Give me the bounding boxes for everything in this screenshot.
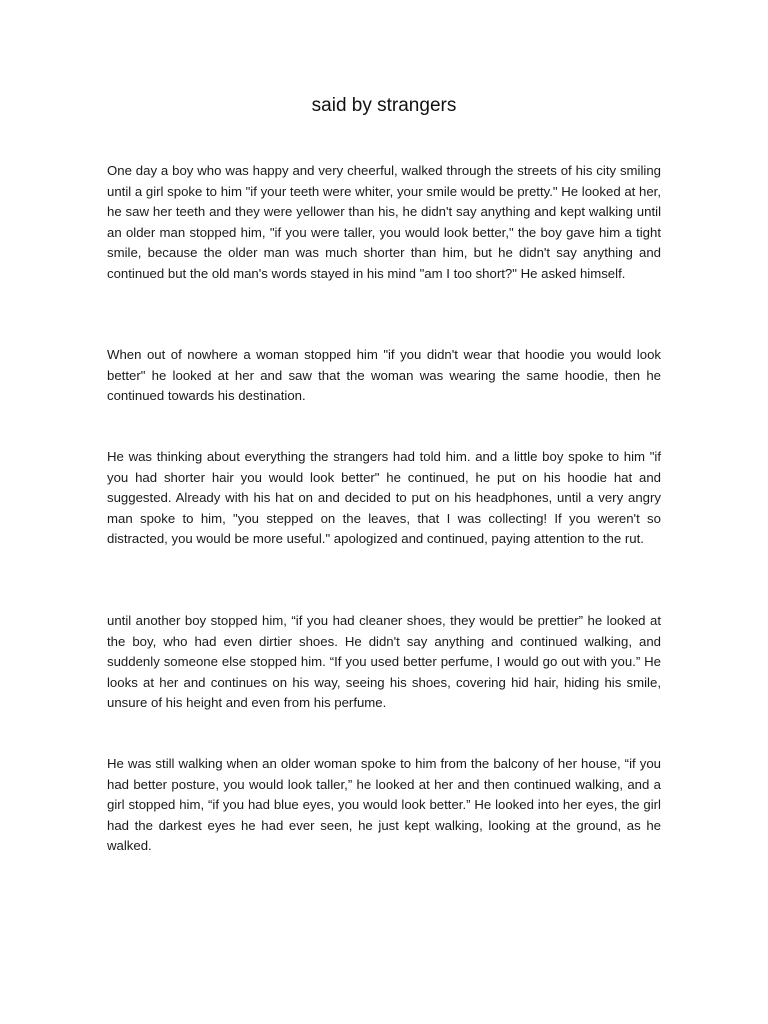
paragraph-2: When out of nowhere a woman stopped him "if you didn't wear that hoodie you would look better" he looked at her and saw that the woman was wearing the same hoodie, then he continued towards his destination. (107, 347, 661, 403)
paragraph-5: He was still walking when an older woman spoke to him from the balcony of her house, “if you had better posture, you would look taller,” he looked at her and then continued walking, and a girl stopped him, “if you had blue eyes, you would look better.” He looked into her eyes, the girl had the darkest eyes he had ever seen, he just kept walking, looking at the ground, as he walked. (107, 756, 661, 853)
paragraph-4: until another boy stopped him, “if you had cleaner shoes, they would be prettier” he looked at the boy, who had even dirtier shoes. He didn't say anything and continued walking, and suddenly someone else stopped him. “If you used better perfume, I would go out with you.” He looks at her and continues on his way, seeing his shoes, covering hid hair, hiding his smile, unsure of his height and even from his perfume. (107, 613, 661, 710)
document-title: said by strangers (311, 95, 457, 116)
paragraph-3: He was thinking about everything the strangers had told him. and a little boy spoke to him "if you had shorter hair you would look better" he continued, he put on his hoodie hat and suggested. Already with his hat on and decided to put on his headphones, until a very angry man spoke to him, "you stepped on the leaves, that I was collecting! If you weren't so distracted, you would be more useful." apologized and continued, paying attention to the rut. (107, 449, 661, 546)
paragraph-1: One day a boy who was happy and very cheerful, walked through the streets of his city smiling until a girl spoke to him "if your teeth were whiter, your smile would be pretty." He looked at her, he saw her teeth and they were yellower than his, he didn't say anything and kept walking until an older man stopped him, "if you were taller, you would look better," the boy gave him a tight smile, because the older man was much shorter than him, but he didn't say anything and continued but the old man's words stayed in his mind "am I too short?" He asked himself. (107, 163, 661, 281)
